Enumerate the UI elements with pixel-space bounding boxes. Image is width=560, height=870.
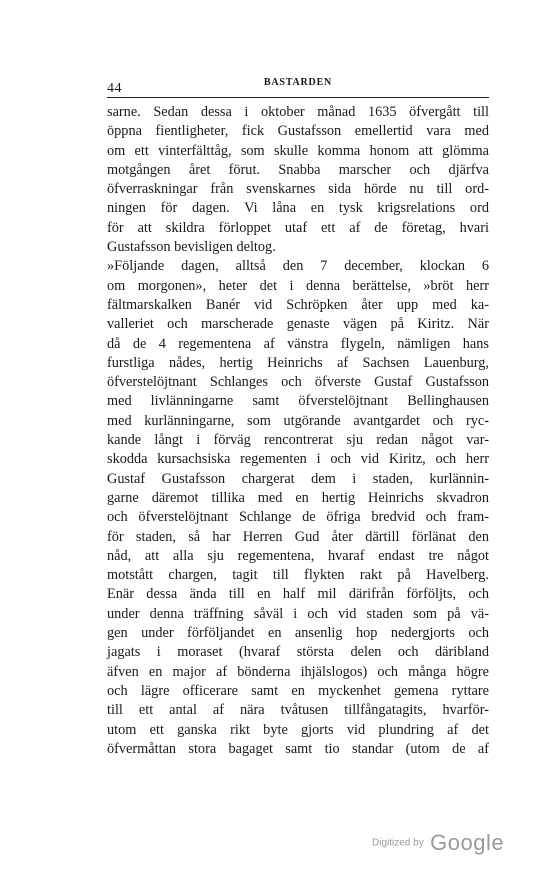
- text-line: öfverraskningar från svenskarnes sida hörde nu till ord-: [107, 181, 489, 198]
- text-line: jagats i moraset (hvaraf största delen och däribland: [107, 644, 489, 661]
- text-line: om ett vinterfälttåg, som skulle komma honom att glömma: [107, 142, 489, 159]
- digitized-watermark: [372, 830, 504, 856]
- text-line: till ett antal af nära tvåtusen tillfångatagits, hvarför-: [107, 702, 489, 719]
- text-line: gen under förföljandet en ansenlig hop nedergjorts och: [107, 625, 489, 642]
- text-line: för staden, så har Herren Gud åter därtill förlänat den: [107, 528, 489, 545]
- text-line: sarne. Sedan dessa i oktober månad 1635 öfvergått till: [107, 104, 489, 120]
- text-line: öfverstelöjtnant Schlanges och öfverste Gustaf Gustafsson: [107, 374, 489, 391]
- text-line: motstått chargen, tagit till flykten rakt på Havelberg.: [107, 567, 489, 584]
- text-line: skodda kursachsiska regementen i och vid Kiritz, och herr: [107, 451, 489, 468]
- text-line: Gustaf Gustafsson chargerat dem i staden, kurlännin-: [107, 470, 489, 487]
- text-line: öppna fientligheter, fick Gustafsson emellertid vara med: [107, 123, 489, 140]
- text-line: med livlänningarne samt öfverstelöjtnant Bellinghausen: [107, 393, 489, 410]
- text-line: Gustafsson bevisligen deltog.: [107, 239, 276, 256]
- header-rule: [107, 97, 489, 98]
- text-line: »Följande dagen, alltså den 7 december, klockan 6: [107, 258, 489, 275]
- text-line: och öfverstelöjtnant Schlange de öfriga bredvid och fram-: [107, 509, 489, 526]
- page-header: [107, 77, 489, 97]
- page-number: 44: [107, 81, 122, 96]
- text-line: valleriet och marscherade genaste vägen på Kiritz. När: [107, 316, 489, 333]
- watermark-caption: Digitized by: [372, 837, 424, 849]
- body-text: [107, 103, 489, 759]
- text-line: fältmarskalken Banér vid Schröpken åter upp med ka-: [107, 296, 489, 313]
- text-line: motgången året förut. Snabba marscher och djärfva: [107, 161, 489, 178]
- text-line: utom ett ganska rikt byte gjorts vid plundring af det: [107, 721, 489, 738]
- running-title: BASTARDEN: [263, 77, 333, 88]
- text-line: om morgonen», heter det i denna berättelse, »bröt herr: [107, 277, 489, 294]
- text-line: nåd, att alla sju regementena, hvaraf endast tre något: [107, 547, 489, 564]
- text-line: kande långt i förväg rencontrerat sju redan något var-: [107, 432, 489, 449]
- text-line: garne däremot tillika med en hertig Heinrichs skvadron: [107, 489, 489, 506]
- text-line: och lägre officerare samt en myckenhet gemena ryttare: [107, 682, 489, 699]
- text-line: öfvermåttan stora bagaget samt tio standar (utom de af: [107, 740, 489, 757]
- text-line: äfven en major af bönderna ihjälslogos) och många högre: [107, 663, 489, 680]
- text-line: under denna träffning såväl i och vid staden som på vä-: [107, 605, 489, 622]
- google-logo: Google: [430, 830, 505, 855]
- text-line: ningen för dagen. Vi låna en tysk krigsrelations ord: [107, 200, 489, 217]
- text-line: med kurlänningarne, som utgörande avantgardet och ryc-: [107, 412, 489, 429]
- text-line: furstliga nådes, hertig Heinrichs af Sachsen Lauenburg,: [107, 354, 489, 371]
- text-line: för att skildra förloppet utaf ett af de företag, hvari: [107, 219, 489, 236]
- text-line: Enär dessa ända till en half mil därifrån förföljts, och: [107, 586, 489, 603]
- text-line: då de 4 regementena af vänstra flygeln, nämligen hans: [107, 335, 489, 352]
